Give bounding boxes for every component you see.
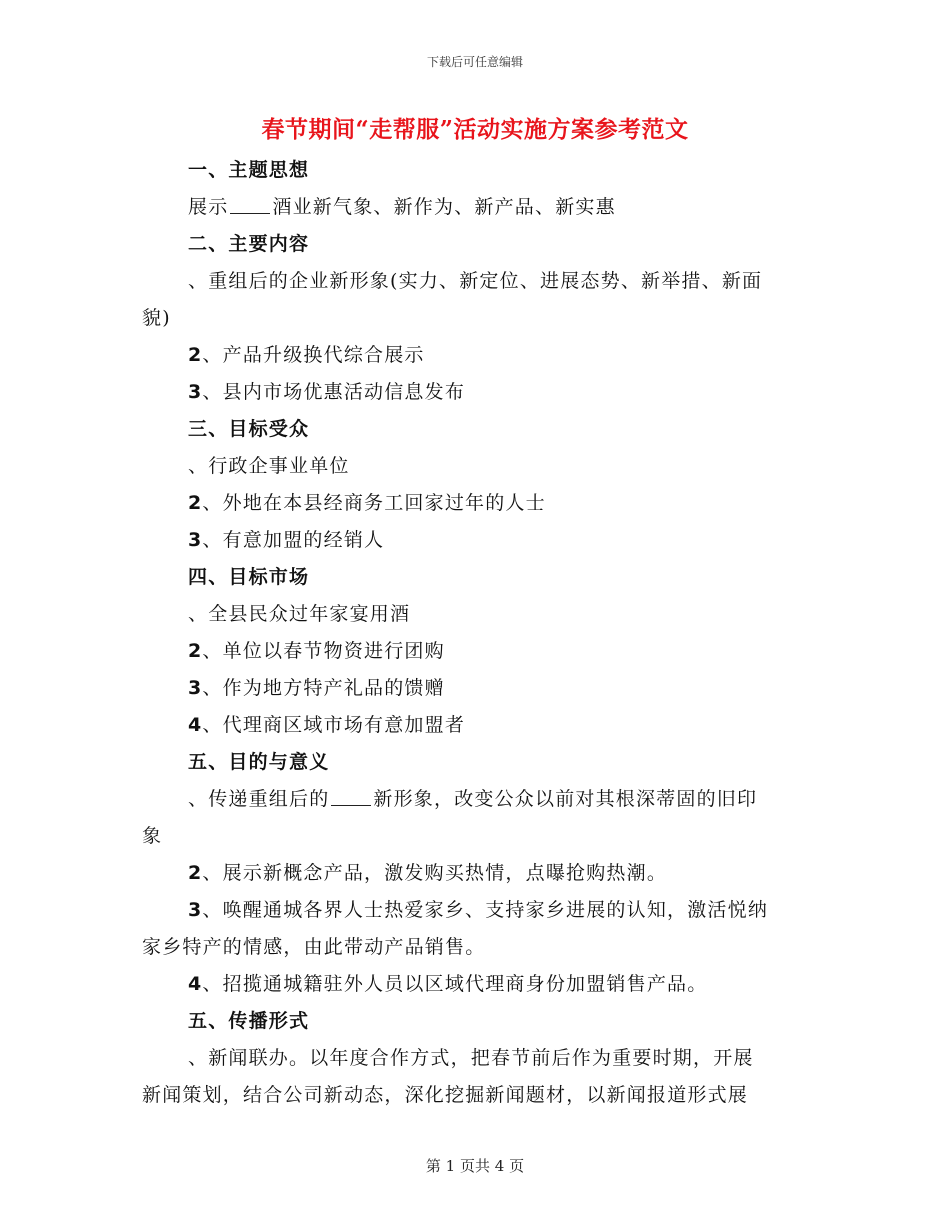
list-item [142, 670, 808, 707]
item-number: 2 [188, 640, 203, 662]
item-number: 2 [188, 862, 203, 884]
item-number: 3 [188, 899, 203, 921]
item-text: 、县内市场优惠活动信息发布 [202, 381, 466, 403]
list-item: 、全县民众过年家宴用酒 [188, 603, 411, 625]
list-item [142, 522, 808, 559]
paragraph-line [142, 189, 808, 226]
text-fragment: 新形象，改变公众以前对其根深蒂固的旧印 [373, 788, 758, 810]
item-number: 3 [188, 529, 203, 551]
paragraph-line: 、新闻联办。以年度合作方式，把春节前后作为重要时期，开展 [188, 1047, 754, 1069]
item-number: 2 [188, 344, 203, 366]
text-fragment: 、传递重组后的 [188, 788, 330, 810]
item-text: 、作为地方特产礼品的馈赠 [202, 677, 445, 699]
list-item [142, 707, 808, 744]
item-number: 4 [188, 973, 203, 995]
item-text: 、有意加盟的经销人 [202, 529, 385, 551]
list-item [142, 633, 808, 670]
list-item [142, 855, 808, 892]
item-number: 3 [188, 677, 203, 699]
item-text: 、展示新概念产品，激发购买热情，点曝抢购热潮。 [202, 862, 668, 884]
section-heading: 一、主题思想 [188, 159, 310, 181]
item-text: 、单位以春节物资进行团购 [202, 640, 445, 662]
list-item: 、行政企事业单位 [188, 455, 350, 477]
list-item [142, 892, 808, 929]
page-footer-pagination: 第 1 页共 4 页 [425, 1157, 525, 1175]
paragraph-line: 家乡特产的情感，由此带动产品销售。 [142, 936, 486, 958]
page-header-note: 下载后可任意编辑 [426, 55, 523, 69]
paragraph-line: 象 [142, 825, 163, 847]
item-number: 3 [188, 381, 203, 403]
list-item [142, 485, 808, 522]
item-text: 、代理商区域市场有意加盟者 [202, 714, 466, 736]
fill-in-blank [230, 195, 270, 214]
paragraph-line: 、重组后的企业新形象(实力、新定位、进展态势、新举措、新面 [188, 270, 763, 292]
document-body [142, 152, 808, 1114]
list-item [142, 337, 808, 374]
item-number: 4 [188, 714, 203, 736]
section-heading: 二、主要内容 [188, 233, 310, 255]
section-heading: 四、目标市场 [188, 566, 310, 588]
section-heading: 五、传播形式 [188, 1010, 310, 1032]
paragraph-line: 貌) [142, 307, 171, 329]
item-number: 2 [188, 492, 203, 514]
paragraph-line [142, 781, 808, 818]
text-fragment: 酒业新气象、新作为、新产品、新实惠 [272, 196, 616, 218]
fill-in-blank [331, 787, 371, 806]
list-item [142, 374, 808, 411]
section-heading: 五、目的与意义 [188, 751, 330, 773]
section-heading: 三、目标受众 [188, 418, 310, 440]
paragraph-line: 新闻策划，结合公司新动态，深化挖掘新闻题材，以新闻报道形式展 [142, 1084, 749, 1106]
list-item [142, 966, 808, 1003]
item-text: 、外地在本县经商务工回家过年的人士 [202, 492, 546, 514]
text-fragment: 展示 [188, 196, 229, 218]
item-text: 、产品升级换代综合展示 [202, 344, 425, 366]
item-text: 、唤醒通城各界人士热爱家乡、支持家乡进展的认知，激活悦纳 [202, 899, 769, 921]
item-text: 、招揽通城籍驻外人员以区域代理商身份加盟销售产品。 [202, 973, 708, 995]
document-title: 春节期间“走帮服”活动实施方案参考范文 [261, 116, 689, 143]
